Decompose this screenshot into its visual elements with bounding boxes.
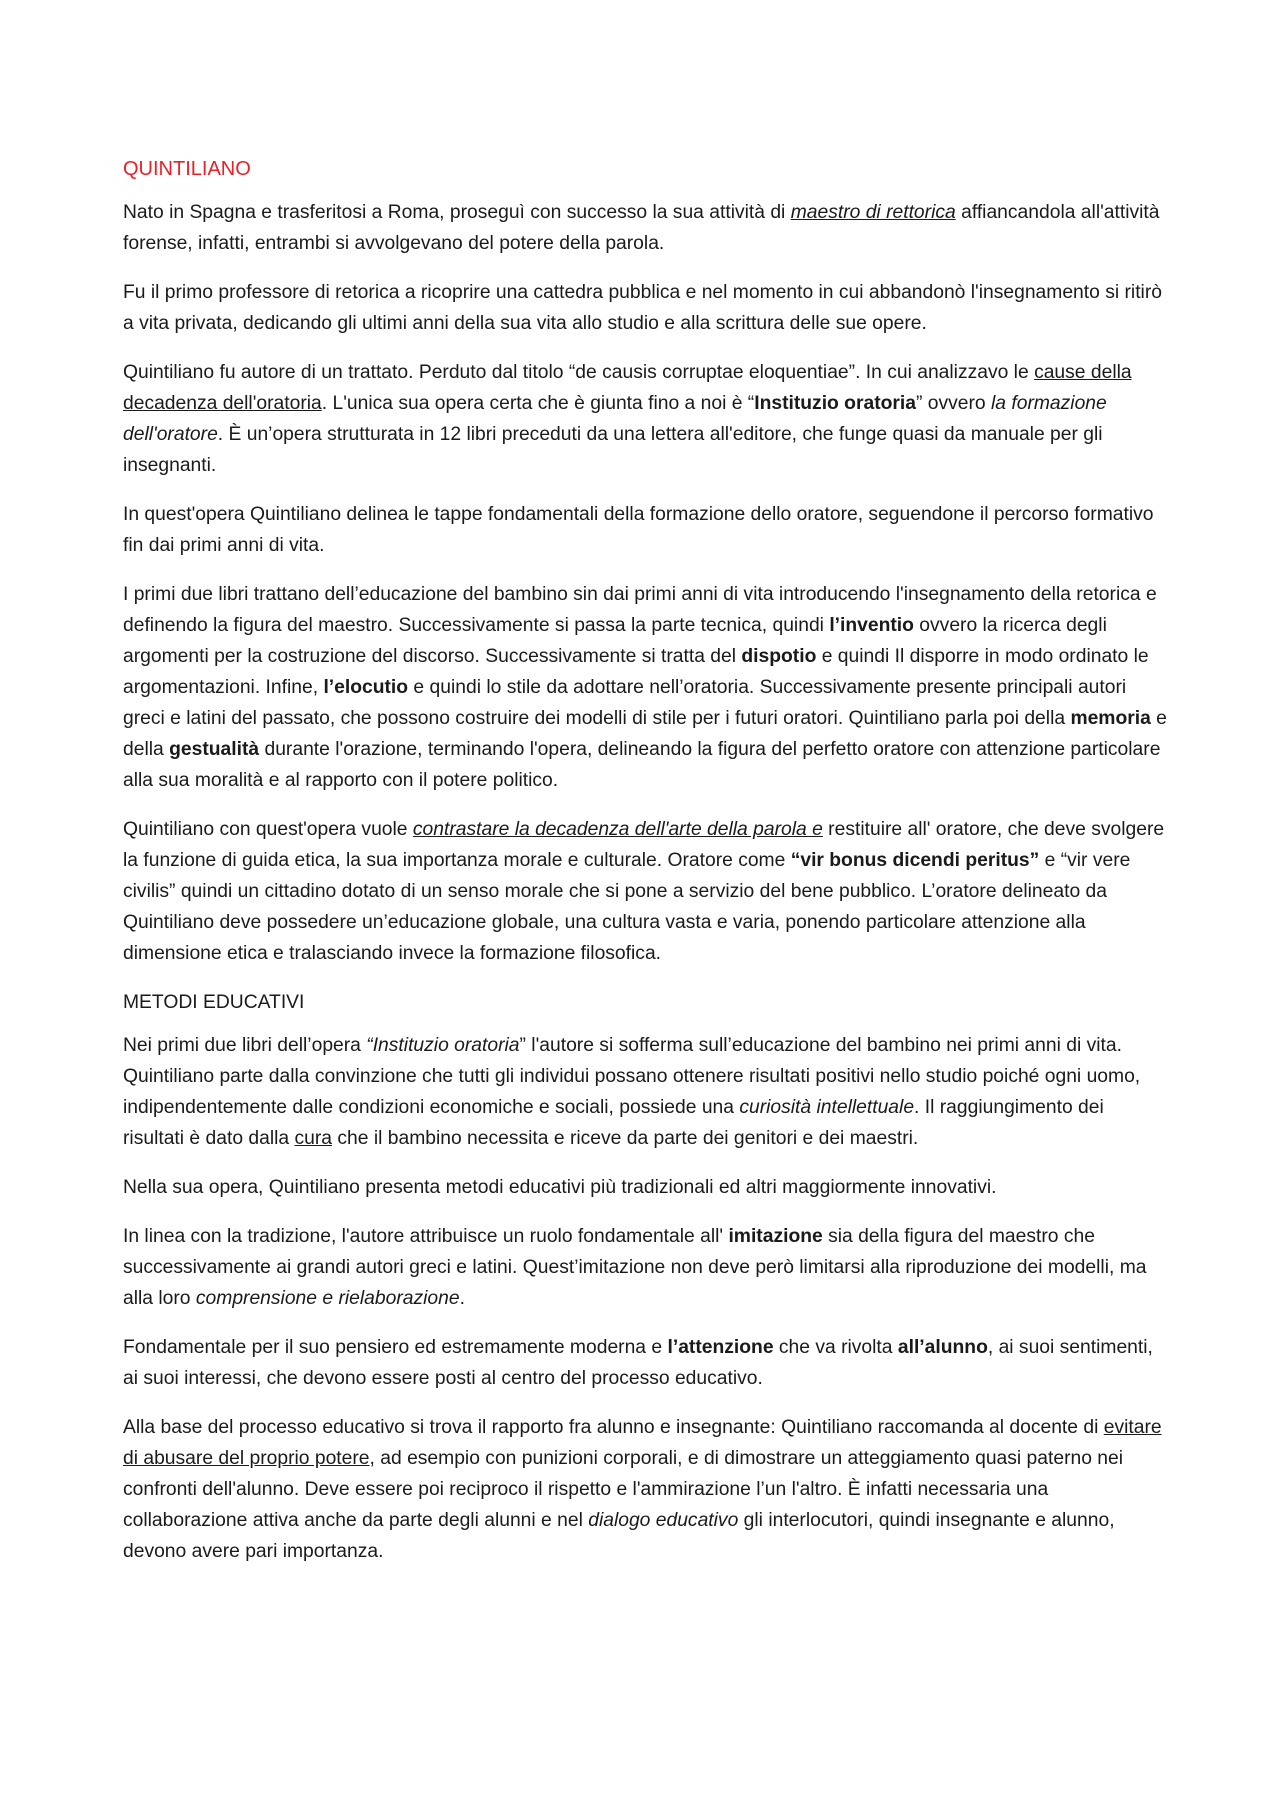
underlined-text: evitare di abusare del proprio potere: [123, 1417, 1162, 1469]
italic-text: dialogo educativo: [588, 1510, 739, 1531]
paragraph-11: [123, 1412, 1168, 1567]
section-title: METODI EDUCATIVI: [123, 992, 305, 1013]
text-span: I primi due libri trattano dell’educazione del bambino sin dai primi anni di vita introducendo l'insegnamento della retorica e definendo la figura del maestro. Successivamente si passa la parte tecnica, quindi: [123, 584, 1157, 636]
paragraph-5: [123, 579, 1168, 796]
bold-text: dispotio: [741, 646, 817, 667]
text-span: e quindi Il disporre in modo ordinato le argomentazioni. Infine,: [123, 646, 1149, 698]
text-span: sia della figura del maestro che successivamente ai grandi autori greci e latini. Quest’imitazione non deve però limitarsi alla riproduzione dei modelli, ma alla loro: [123, 1226, 1147, 1309]
text-span: ” l'autore si sofferma sull’educazione del bambino nei primi anni di vita. Quintiliano parte dalla convinzione che tutti gli individui possano ottenere risultati positivi nello studio poiché ogni uomo, indipendentemente dalle condizioni economiche e sociali, possiede una: [123, 1035, 1141, 1118]
text-span: Quintiliano con quest'opera vuole: [123, 819, 413, 840]
text-span: ” ovvero: [915, 393, 991, 414]
document-title: QUINTILIANO: [123, 158, 251, 180]
text-span: Fu il primo professore di retorica a ricoprire una cattedra pubblica e nel momento in cui abbandonò l'insegnamento si ritirò a vita privata, dedicando gli ultimi anni della sua vita allo studio e alla scrittura delle sue opere.: [123, 282, 1162, 334]
text-span: Alla base del processo educativo si trova il rapporto fra alunno e insegnante: Quintiliano raccomanda al docente di: [123, 1417, 1104, 1438]
paragraph-1: [123, 197, 1168, 259]
text-span: e della: [123, 708, 1167, 760]
text-span: ovvero la ricerca degli argomenti per la costruzione del discorso. Successivamente si tratta del: [123, 615, 1107, 667]
bold-text: Instituzio oratoria: [754, 393, 916, 414]
document-page: [123, 154, 1168, 1585]
paragraph-2: [123, 277, 1168, 339]
italic-text: curiosità intellettuale: [739, 1097, 915, 1118]
bold-text: all’alunno: [897, 1337, 988, 1358]
text-span: gli interlocutori, quindi insegnante e alunno, devono avere pari importanza.: [123, 1510, 1115, 1562]
text-span: . L'unica sua opera certa che è giunta fino a noi è “: [321, 393, 755, 414]
paragraph-8: [123, 1172, 1168, 1203]
text-span: Nella sua opera, Quintiliano presenta metodi educativi più tradizionali ed altri maggiormente innovativi.: [123, 1177, 997, 1198]
bold-text: l’elocutio: [323, 677, 409, 698]
text-span: e “vir vere civilis” quindi un cittadino dotato di un senso morale che si pone a servizio del bene pubblico. L’oratore delineato da Quintiliano deve possedere un’educazione globale, una cultura vasta e varia, ponendo particolare attenzione alla dimensione etica e tralasciando invece la formazione filosofica.: [123, 850, 1131, 964]
underlined-text: cura: [294, 1128, 333, 1149]
text-span: , ai suoi sentimenti, ai suoi interessi, che devono essere posti al centro del processo educativo.: [123, 1337, 1153, 1389]
italic-text: comprensione e rielaborazione: [195, 1288, 460, 1309]
bold-text: l’inventio: [829, 615, 914, 636]
paragraph-10: [123, 1332, 1168, 1394]
emphasis-text: contrastare la decadenza dell'arte della parola e: [412, 819, 823, 840]
bold-text: imitazione: [728, 1226, 823, 1247]
text-span: . È un’opera strutturata in 12 libri preceduti da una lettera all'editore, che funge quasi da manuale per gli insegnanti.: [123, 424, 1103, 476]
underlined-text: cause della decadenza dell'oratoria: [123, 362, 1132, 414]
paragraph-6: [123, 814, 1168, 969]
text-span: Nato in Spagna e trasferitosi a Roma, proseguì con successo la sua attività di: [123, 202, 791, 223]
paragraph-4: [123, 499, 1168, 561]
text-span: . Il raggiungimento dei risultati è dato dalla: [123, 1097, 1104, 1149]
text-span: restituire all' oratore, che deve svolgere la funzione di guida etica, la sua importanza morale e culturale. Oratore come: [123, 819, 1165, 871]
text-span: In quest'opera Quintiliano delinea le tappe fondamentali della formazione dello oratore, seguendone il percorso formativo fin dai primi anni di vita.: [123, 504, 1154, 556]
text-span: e quindi lo stile da adottare nell’oratoria. Successivamente presente principali autori greci e latini del passato, che possono costruire dei modelli di stile per i futuri oratori. Quintiliano parla poi della: [123, 677, 1127, 729]
text-span: affiancandola all'attività forense, infatti, entrambi si avvolgevano del potere della parola.: [123, 202, 1160, 254]
text-span: Fondamentale per il suo pensiero ed estremamente moderna e: [123, 1337, 668, 1358]
text-span: che il bambino necessita e riceve da parte dei genitori e dei maestri.: [332, 1128, 919, 1149]
text-span: In linea con la tradizione, l'autore attribuisce un ruolo fondamentale all': [123, 1226, 729, 1247]
paragraph-3: [123, 357, 1168, 481]
text-span: Nei primi due libri dell’opera: [123, 1035, 367, 1056]
text-span: che va rivolta: [773, 1337, 898, 1358]
bold-text: l’attenzione: [667, 1337, 774, 1358]
paragraph-9: [123, 1221, 1168, 1314]
paragraph-7: [123, 1030, 1168, 1154]
bold-text: memoria: [1070, 708, 1151, 729]
text-span: durante l'orazione, terminando l'opera, delineando la figura del perfetto oratore con attenzione particolare alla sua moralità e al rapporto con il potere politico.: [123, 739, 1161, 791]
bold-text: “vir bonus dicendi peritus”: [790, 850, 1040, 871]
bold-text: gestualità: [169, 739, 260, 760]
italic-text: la formazione dell'oratore: [123, 393, 1107, 445]
text-span: Quintiliano fu autore di un trattato. Perduto dal titolo “de causis corruptae eloquentiae”. In cui analizzavo le: [123, 362, 1035, 383]
text-span: .: [459, 1288, 465, 1309]
italic-text: “Instituzio oratoria: [366, 1035, 520, 1056]
text-span: , ad esempio con punizioni corporali, e di dimostrare un atteggiamento quasi paterno nei confronti dell'alunno. Deve essere poi reciproco il rispetto e l'ammirazione l’un l'altro. È infatti necessaria una collaborazione attiva anche da parte degli alunni e nel: [123, 1448, 1124, 1531]
emphasis-text: maestro di rettorica: [790, 202, 956, 223]
